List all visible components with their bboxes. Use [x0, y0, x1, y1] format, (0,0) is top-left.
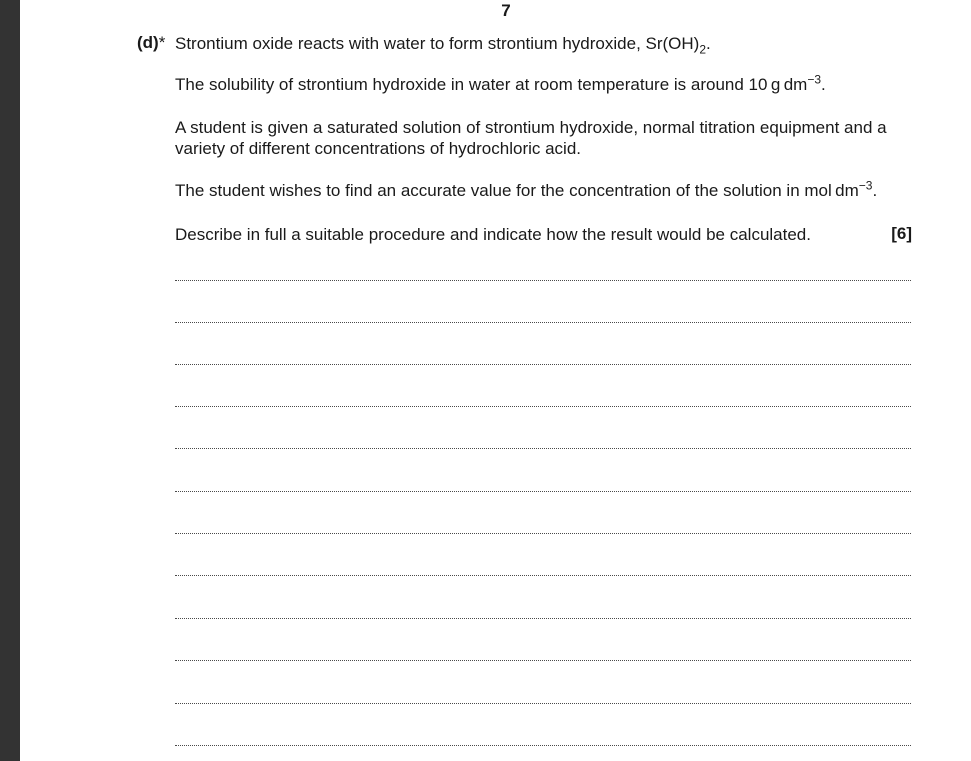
page-number: 7: [501, 1, 511, 20]
marks-label: [6]: [891, 224, 912, 243]
intro-text: Strontium oxide reacts with water to form strontium hydroxide, Sr(OH): [175, 34, 700, 53]
intro-subscript: 2: [699, 42, 707, 57]
answer-line[interactable]: [175, 280, 911, 281]
answer-line[interactable]: [175, 660, 911, 661]
solubility-superscript: −3: [807, 72, 822, 87]
goal-text: The student wishes to find an accurate value for the concentration of the solution in mol dm: [175, 181, 859, 200]
intro-end: .: [706, 34, 711, 53]
goal-sentence: [175, 180, 915, 201]
answer-line[interactable]: [175, 575, 911, 576]
intro-sentence: [175, 33, 915, 57]
answer-line[interactable]: [175, 618, 911, 619]
answer-line[interactable]: [175, 322, 911, 323]
answer-line[interactable]: [175, 491, 911, 492]
solubility-end: .: [821, 75, 826, 94]
answer-line[interactable]: [175, 703, 911, 704]
answer-line[interactable]: [175, 533, 911, 534]
answer-line[interactable]: [175, 406, 911, 407]
part-marker: *: [158, 33, 166, 52]
equipment-paragraph: A student is given a saturated solution of strontium hydroxide, normal titration equipment and a variety of different concentrations of hydrochloric acid.: [175, 118, 887, 158]
left-edge-bar: [0, 0, 20, 761]
solubility-sentence: [175, 74, 915, 95]
answer-line[interactable]: [175, 364, 911, 365]
goal-end: .: [872, 181, 878, 200]
instruction-sentence: Describe in full a suitable procedure and indicate how the result would be calculated.: [175, 225, 811, 244]
answer-line[interactable]: [175, 448, 911, 449]
goal-superscript: −3: [858, 178, 873, 193]
part-label-text: (d): [137, 33, 159, 52]
question-part-label: [137, 33, 165, 53]
answer-line[interactable]: [175, 745, 911, 746]
solubility-text: The solubility of strontium hydroxide in water at room temperature is around 10 g dm: [175, 75, 808, 94]
